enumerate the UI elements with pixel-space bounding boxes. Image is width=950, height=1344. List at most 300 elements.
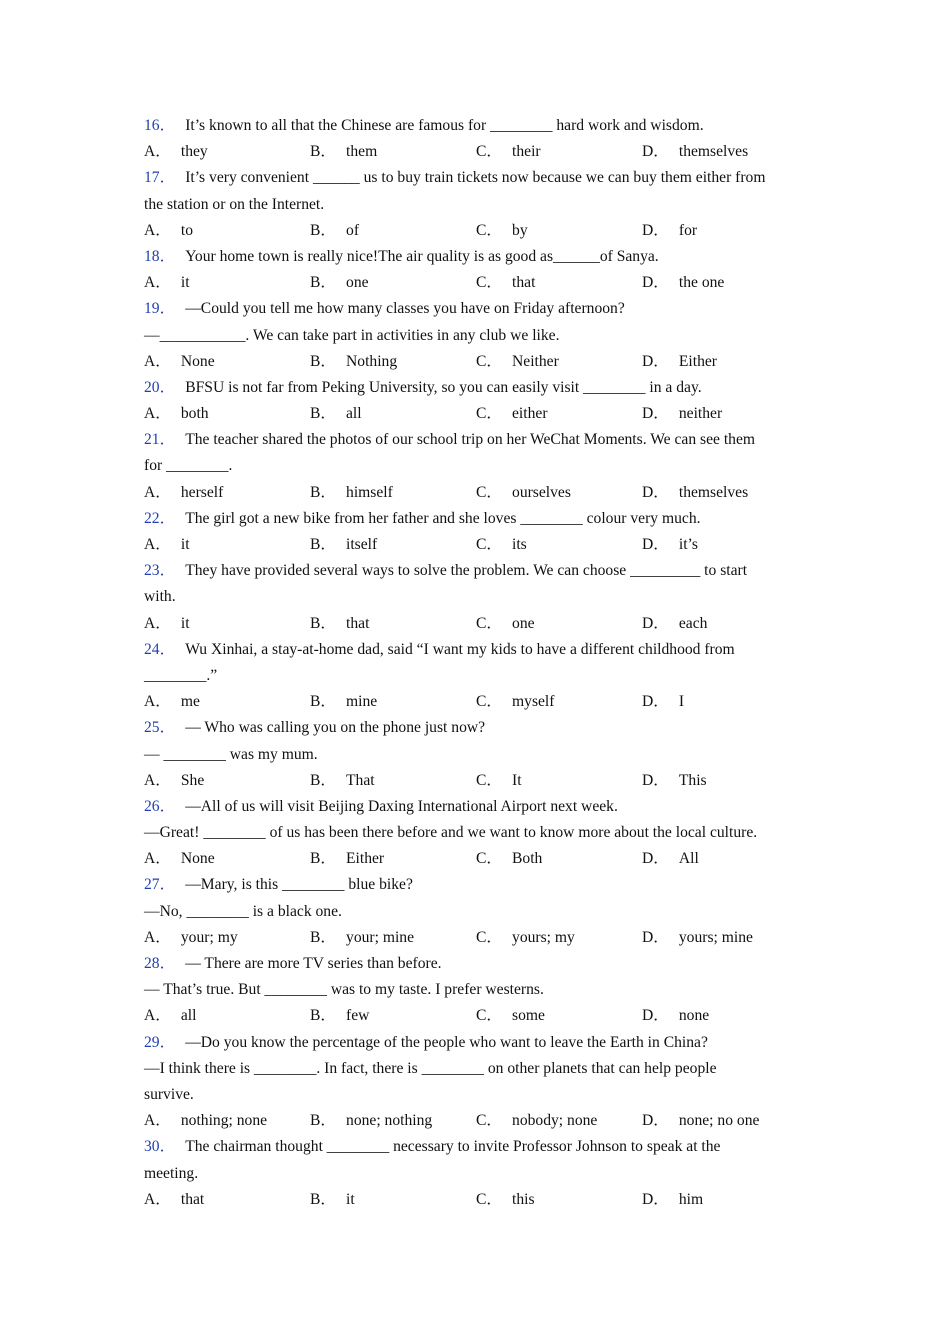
question-number-separator: ． (159, 431, 176, 449)
option-text: few (346, 1007, 370, 1025)
question-stem (144, 715, 809, 741)
option-text: none; nothing (346, 1112, 433, 1130)
option-separator: ． (155, 928, 171, 946)
question-stem-continuation (144, 977, 809, 1003)
option-letter: B (310, 483, 321, 501)
option-text: itself (346, 536, 378, 553)
option-separator: ． (320, 1112, 337, 1130)
option-letter: A (144, 850, 156, 868)
question-stem (144, 165, 809, 191)
option-b (310, 218, 476, 244)
question-number: 27 (144, 876, 160, 894)
option-c (476, 401, 642, 427)
question-number-separator: ． (159, 247, 176, 265)
option-letter: C (476, 693, 487, 711)
option-letter: D (642, 143, 654, 161)
option-separator: ． (486, 1112, 503, 1130)
option-text: That (346, 771, 375, 789)
option-letter: A (144, 771, 156, 789)
option-separator: ． (486, 221, 503, 239)
option-letter: C (476, 483, 487, 501)
option-letter: D (642, 928, 654, 946)
option-b (310, 349, 476, 375)
option-separator: ． (155, 221, 171, 239)
question-number: 23 (144, 562, 160, 580)
option-separator: ． (653, 274, 669, 292)
question-stem (144, 951, 809, 977)
option-letter: C (476, 614, 487, 632)
answer-options (144, 611, 809, 637)
option-a (144, 611, 310, 637)
option-b (310, 611, 476, 637)
question-list (144, 113, 809, 1213)
option-text: the one (678, 274, 725, 292)
option-text: all (180, 1007, 197, 1025)
option-a (144, 139, 310, 165)
question-number: 19 (144, 300, 160, 318)
option-text: I (678, 693, 685, 711)
option-letter: C (476, 850, 487, 868)
option-separator: ． (653, 536, 669, 553)
question-stem-continuation (144, 453, 809, 479)
question-stem-continuation (144, 899, 809, 925)
option-letter: C (476, 274, 487, 292)
stem-text: — That’s true. But ________ was to my taste. I prefer westerns. (144, 981, 544, 999)
option-b (310, 532, 476, 558)
question-number: 28 (144, 955, 160, 972)
stem-text: BFSU is not far from Peking University, so you can easily visit ________ in a day. (185, 378, 702, 396)
option-separator: ． (653, 143, 669, 161)
question-21 (144, 427, 809, 506)
question-number: 20 (144, 378, 160, 396)
stem-text: survive. (144, 1085, 194, 1103)
question-number-separator: ． (159, 876, 176, 894)
answer-options (144, 1108, 809, 1134)
option-separator: ． (320, 693, 337, 711)
option-text: for (678, 221, 698, 239)
option-separator: ． (486, 1007, 503, 1025)
question-25 (144, 715, 809, 794)
option-letter: D (642, 850, 654, 868)
stem-text: The chairman thought ________ necessary to invite Professor Johnson to speak at the (185, 1138, 721, 1156)
option-separator: ． (653, 1007, 669, 1025)
option-text: they (180, 143, 208, 161)
option-text: both (180, 405, 209, 423)
option-letter: B (310, 1007, 321, 1025)
option-text: it (346, 1190, 355, 1208)
stem-text: Your home town is really nice!The air quality is as good as______of Sanya. (185, 247, 659, 265)
option-letter: A (144, 143, 156, 161)
option-text: nothing; none (180, 1112, 268, 1130)
option-text: Nothing (346, 352, 398, 370)
option-d (642, 1003, 808, 1029)
option-text: of (346, 221, 360, 239)
question-number: 16 (144, 117, 160, 134)
option-text: one (346, 274, 369, 292)
question-number-separator: ． (159, 378, 176, 396)
option-text: it’s (678, 536, 698, 553)
stem-text: Wu Xinhai, a stay-at-home dad, said “I want my kids to have a different childhood from (185, 640, 735, 658)
option-b (310, 270, 476, 296)
option-separator: ． (320, 352, 337, 370)
question-number: 22 (144, 509, 160, 527)
option-c (476, 218, 642, 244)
option-a (144, 1003, 310, 1029)
option-b (310, 1108, 476, 1134)
stem-text: with. (144, 588, 176, 606)
option-text: It (512, 771, 522, 789)
option-separator: ． (320, 274, 337, 292)
stem-text: It’s known to all that the Chinese are famous for ________ hard work and wisdom. (185, 117, 704, 134)
option-a (144, 270, 310, 296)
option-letter: D (642, 1112, 654, 1130)
question-stem-continuation (144, 820, 809, 846)
option-b (310, 689, 476, 715)
option-separator: ． (155, 1007, 171, 1025)
option-letter: C (476, 352, 487, 370)
option-a (144, 532, 310, 558)
option-text: themselves (678, 483, 749, 501)
option-text: She (180, 771, 205, 789)
option-letter: B (310, 1112, 321, 1130)
option-text: This (678, 771, 707, 789)
option-c (476, 139, 642, 165)
option-letter: D (642, 483, 654, 501)
option-separator: ． (320, 771, 337, 789)
question-stem (144, 872, 809, 898)
stem-text: ________.” (144, 666, 218, 684)
question-23 (144, 558, 809, 637)
option-text: to (180, 221, 194, 239)
question-number: 26 (144, 797, 160, 815)
question-stem (144, 637, 809, 663)
question-number-separator: ． (159, 562, 176, 580)
option-c (476, 1003, 642, 1029)
option-letter: D (642, 1007, 654, 1025)
option-c (476, 532, 642, 558)
question-22 (144, 506, 809, 558)
option-letter: A (144, 693, 156, 711)
option-separator: ． (320, 850, 337, 868)
option-separator: ． (155, 850, 171, 868)
question-stem-continuation (144, 1082, 809, 1108)
option-separator: ． (486, 405, 503, 423)
option-letter: D (642, 405, 654, 423)
question-number: 25 (144, 719, 160, 737)
option-separator: ． (653, 614, 669, 632)
stem-text: — Who was calling you on the phone just now? (185, 719, 486, 737)
option-separator: ． (653, 850, 669, 868)
option-separator: ． (653, 1190, 669, 1208)
option-separator: ． (155, 143, 171, 161)
option-text: myself (512, 693, 555, 711)
option-letter: A (144, 405, 156, 423)
option-letter: C (476, 143, 487, 161)
option-text: neither (678, 405, 723, 423)
option-text: one (512, 614, 535, 632)
stem-text: the station or on the Internet. (144, 195, 325, 213)
option-text: your; my (180, 928, 238, 946)
option-letter: C (476, 928, 487, 946)
answer-options (144, 925, 809, 951)
option-b (310, 925, 476, 951)
option-separator: ． (155, 1112, 171, 1130)
option-text: each (678, 614, 708, 632)
option-letter: D (642, 614, 654, 632)
option-letter: C (476, 1007, 487, 1025)
option-separator: ． (155, 771, 171, 789)
question-24 (144, 637, 809, 716)
option-c (476, 611, 642, 637)
question-stem-continuation (144, 663, 809, 689)
option-separator: ． (486, 483, 503, 501)
option-separator: ． (155, 405, 171, 423)
option-letter: B (310, 928, 321, 946)
stem-text: —Do you know the percentage of the people who want to leave the Earth in China? (185, 1033, 708, 1051)
option-text: their (512, 143, 541, 161)
option-text: by (512, 221, 528, 239)
option-letter: A (144, 221, 156, 239)
option-separator: ． (653, 693, 669, 711)
option-separator: ． (320, 143, 337, 161)
option-separator: ． (155, 693, 171, 711)
question-18 (144, 244, 809, 296)
option-b (310, 139, 476, 165)
option-c (476, 925, 642, 951)
option-d (642, 532, 808, 558)
answer-options (144, 768, 809, 794)
question-stem (144, 506, 809, 532)
stem-text: —Great! ________ of us has been there before and we want to know more about the local culture. (144, 824, 758, 842)
option-separator: ． (486, 143, 503, 161)
option-text: themselves (678, 143, 749, 161)
option-separator: ． (486, 1190, 503, 1208)
option-separator: ． (320, 1007, 337, 1025)
option-separator: ． (155, 536, 171, 553)
question-number-separator: ． (159, 1033, 176, 1051)
stem-text: —All of us will visit Beijing Daxing International Airport next week. (185, 797, 618, 815)
option-text: None (180, 352, 215, 370)
option-separator: ． (653, 405, 669, 423)
option-text: yours; mine (678, 928, 753, 946)
option-letter: C (476, 1112, 487, 1130)
stem-text: —Mary, is this ________ blue bike? (185, 876, 413, 894)
option-text: that (346, 614, 370, 632)
question-stem-continuation (144, 1056, 809, 1082)
option-letter: C (476, 405, 487, 423)
option-text: them (346, 143, 378, 161)
question-29 (144, 1030, 809, 1135)
question-number-separator: ． (159, 300, 176, 318)
option-separator: ． (653, 352, 669, 370)
option-text: some (512, 1007, 545, 1025)
option-a (144, 401, 310, 427)
option-text: it (180, 274, 190, 292)
option-letter: B (310, 850, 321, 868)
option-letter: B (310, 536, 321, 553)
option-text: all (346, 405, 362, 423)
option-separator: ． (653, 771, 669, 789)
answer-options (144, 532, 809, 558)
option-d (642, 689, 808, 715)
option-c (476, 270, 642, 296)
option-text: All (678, 850, 699, 868)
option-text: None (180, 850, 215, 868)
option-letter: B (310, 614, 321, 632)
answer-options (144, 218, 809, 244)
question-number-separator: ． (159, 1138, 176, 1156)
question-stem (144, 113, 809, 139)
option-letter: B (310, 221, 321, 239)
option-text: that (512, 274, 536, 292)
option-letter: D (642, 771, 654, 789)
option-c (476, 846, 642, 872)
question-number-separator: ． (159, 117, 176, 134)
option-letter: A (144, 1190, 156, 1208)
option-d (642, 1108, 808, 1134)
question-stem (144, 427, 809, 453)
option-separator: ． (486, 536, 503, 553)
question-number: 29 (144, 1033, 160, 1051)
question-stem-continuation (144, 584, 809, 610)
option-a (144, 349, 310, 375)
stem-text: —I think there is ________. In fact, there is ________ on other planets that can help people (144, 1059, 717, 1077)
option-separator: ． (320, 614, 337, 632)
option-d (642, 768, 808, 794)
stem-text: The teacher shared the photos of our school trip on her WeChat Moments. We can see them (185, 431, 756, 449)
question-number: 18 (144, 247, 160, 265)
option-d (642, 480, 808, 506)
option-separator: ． (155, 483, 171, 501)
question-stem (144, 244, 809, 270)
stem-text: It’s very convenient ______ us to buy train tickets now because we can buy them either from (185, 169, 766, 187)
option-letter: D (642, 536, 654, 553)
stem-text: —Could you tell me how many classes you have on Friday afternoon? (185, 300, 625, 318)
option-letter: B (310, 274, 321, 292)
question-stem (144, 1134, 809, 1160)
question-number-separator: ． (159, 797, 176, 815)
option-c (476, 689, 642, 715)
option-text: nobody; none (512, 1112, 598, 1130)
option-separator: ． (486, 693, 503, 711)
option-letter: D (642, 1190, 654, 1208)
option-a (144, 218, 310, 244)
answer-options (144, 401, 809, 427)
option-letter: C (476, 221, 487, 239)
option-letter: C (476, 536, 487, 553)
answer-options (144, 1187, 809, 1213)
option-c (476, 1108, 642, 1134)
option-separator: ． (320, 928, 337, 946)
option-b (310, 768, 476, 794)
option-letter: A (144, 483, 156, 501)
question-stem-continuation (144, 192, 809, 218)
option-text: either (512, 405, 548, 423)
option-text: me (180, 693, 200, 711)
option-separator: ． (155, 352, 171, 370)
option-letter: C (476, 771, 487, 789)
question-stem (144, 375, 809, 401)
option-b (310, 1003, 476, 1029)
option-d (642, 401, 808, 427)
option-text: Neither (512, 352, 559, 370)
question-stem (144, 558, 809, 584)
option-c (476, 349, 642, 375)
option-separator: ． (320, 536, 337, 553)
option-letter: A (144, 1007, 156, 1025)
option-a (144, 768, 310, 794)
option-letter: A (144, 274, 156, 292)
option-d (642, 218, 808, 244)
stem-text: — There are more TV series than before. (185, 955, 442, 972)
question-number: 30 (144, 1138, 160, 1156)
answer-options (144, 349, 809, 375)
option-letter: D (642, 221, 654, 239)
option-separator: ． (486, 771, 503, 789)
option-letter: D (642, 693, 654, 711)
option-a (144, 1108, 310, 1134)
option-text: him (678, 1190, 704, 1208)
option-separator: ． (486, 274, 503, 292)
option-d (642, 349, 808, 375)
option-text: its (512, 536, 527, 553)
option-letter: B (310, 1190, 321, 1208)
answer-options (144, 846, 809, 872)
option-d (642, 270, 808, 296)
question-17 (144, 165, 809, 244)
option-separator: ． (155, 274, 171, 292)
answer-options (144, 480, 809, 506)
option-separator: ． (320, 483, 337, 501)
option-a (144, 846, 310, 872)
option-a (144, 480, 310, 506)
question-28 (144, 951, 809, 1030)
option-separator: ． (320, 1190, 337, 1208)
question-stem (144, 296, 809, 322)
option-letter: A (144, 928, 156, 946)
option-separator: ． (155, 614, 171, 632)
option-text: that (180, 1190, 205, 1208)
option-separator: ． (653, 1112, 669, 1130)
question-number-separator: ． (159, 169, 176, 187)
answer-options (144, 1003, 809, 1029)
option-letter: B (310, 771, 321, 789)
question-stem (144, 1030, 809, 1056)
question-number: 24 (144, 640, 160, 658)
option-a (144, 689, 310, 715)
stem-text: They have provided several ways to solve the problem. We can choose _________ to start (185, 562, 748, 580)
option-letter: B (310, 693, 321, 711)
question-number-separator: ． (159, 955, 176, 972)
option-text: Either (346, 850, 385, 868)
question-20 (144, 375, 809, 427)
option-separator: ． (653, 221, 669, 239)
stem-text: The girl got a new bike from her father and she loves ________ colour very much. (185, 509, 701, 527)
option-text: it (180, 536, 190, 553)
option-d (642, 846, 808, 872)
stem-text: meeting. (144, 1164, 199, 1182)
question-number-separator: ． (159, 509, 176, 527)
answer-options (144, 689, 809, 715)
option-d (642, 139, 808, 165)
option-text: himself (346, 483, 393, 501)
question-number: 21 (144, 431, 160, 449)
option-text: it (180, 614, 190, 632)
option-separator: ． (320, 221, 337, 239)
option-a (144, 925, 310, 951)
question-27 (144, 872, 809, 951)
option-separator: ． (486, 614, 503, 632)
